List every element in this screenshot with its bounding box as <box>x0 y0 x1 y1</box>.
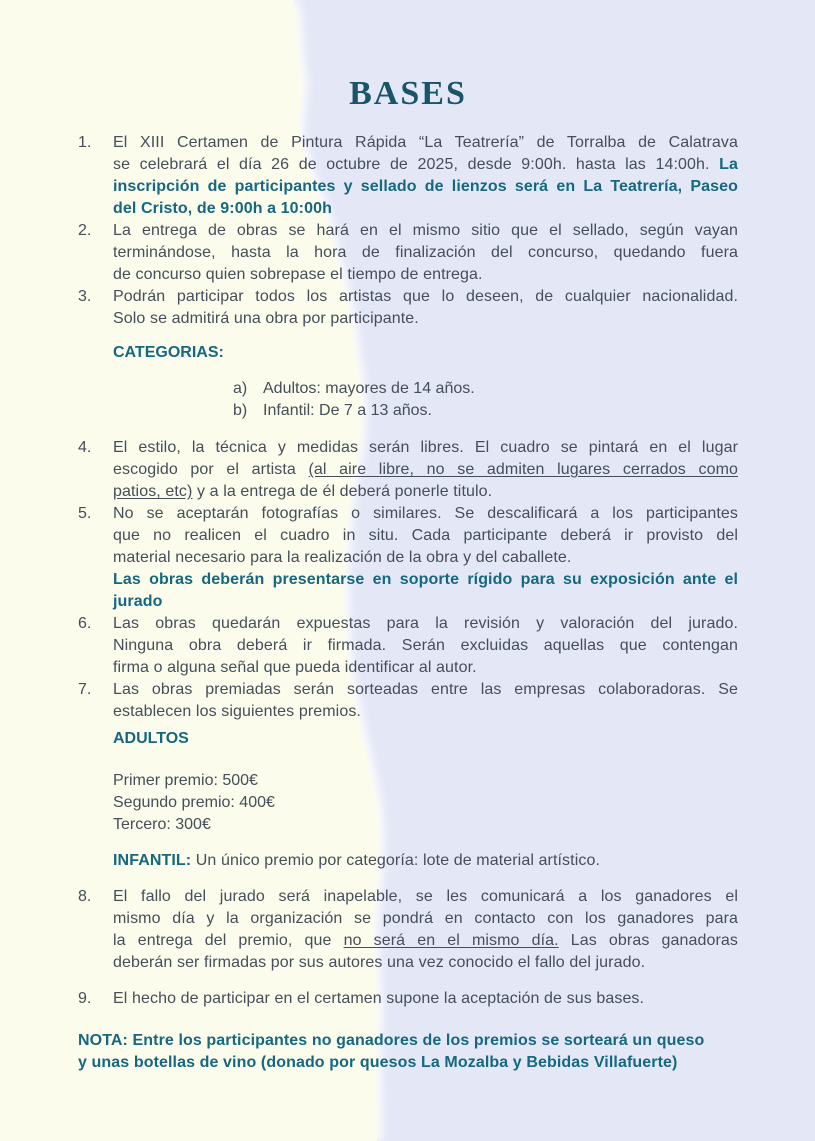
item-text <box>113 886 738 974</box>
text-line <box>113 308 738 330</box>
text-run: firma o alguna señal que pueda identificar al autor. <box>113 659 477 676</box>
sub-item-marker: a) <box>233 380 248 397</box>
text-run: y unas botellas de vino (donado por quesos La Mozalba y Bebidas Villafuerte) <box>78 1054 678 1071</box>
text-run: se celebrará el día 26 de octubre de 2025, desde 9:00h. hasta las 14:00h. <box>113 156 720 173</box>
rule-item-4 <box>78 437 738 503</box>
text-run: Las obras deberán presentarse en soporte rígido para su exposición ante el <box>113 571 738 588</box>
text-line <box>113 679 738 701</box>
text-run: El hecho de participar en el certamen supone la aceptación de sus bases. <box>113 990 645 1007</box>
text-run: terminándose, hasta la hora de finalización del concurso, quedando fuera <box>113 244 738 261</box>
spacer <box>78 872 738 886</box>
text-run: Un único premio por categoría: lote de material artístico. <box>191 852 600 869</box>
text-line <box>113 547 738 569</box>
text-line <box>113 886 738 908</box>
categories-heading: CATEGORIAS: <box>113 344 224 361</box>
text-run: jurado <box>113 593 163 610</box>
item-text <box>113 132 738 220</box>
text-line <box>113 132 738 154</box>
text-line <box>113 908 738 930</box>
text-run: que no realicen el cuadro in situ. Cada participante deberá ir provisto del <box>113 527 738 544</box>
text-run: y a la entrega de él deberá ponerle titulo. <box>192 483 493 500</box>
text-run: mismo día y la organización se pondrá en contacto con los ganadores para <box>113 910 738 927</box>
text-line <box>113 569 738 591</box>
text-line <box>113 220 738 242</box>
text-line <box>113 176 738 198</box>
text-line <box>113 988 738 1010</box>
note <box>78 1030 738 1074</box>
item-number: 5. <box>78 505 92 522</box>
rule-item-1 <box>78 132 738 220</box>
text-line <box>113 481 738 503</box>
item-number: 7. <box>78 681 92 698</box>
text-line <box>113 154 738 176</box>
text-run: Las obras quedarán expuestas para la revisión y valoración del jurado. <box>113 615 738 632</box>
text-line <box>113 952 738 974</box>
spacer <box>78 1010 738 1030</box>
text-line <box>113 264 738 286</box>
rule-item-7 <box>78 679 738 723</box>
spacer <box>78 750 738 770</box>
text-line <box>113 198 738 220</box>
spacer <box>78 364 738 378</box>
text-run: material necesario para la realización de la obra y del caballete. <box>113 549 572 566</box>
text-line <box>113 930 738 952</box>
text-run: de concurso quien sobrepase el tiempo de entrega. <box>113 266 483 283</box>
spacer <box>78 836 738 850</box>
text-run: El XIII Certamen de Pintura Rápida “La Teatrería” de Torralba de Calatrava <box>113 134 738 151</box>
item-text <box>113 613 738 679</box>
text-run: No se aceptarán fotografías o similares. Se descalificará a los participantes <box>113 505 738 522</box>
sub-item-marker: b) <box>233 402 248 419</box>
text-line <box>113 437 738 459</box>
text-line <box>113 242 738 264</box>
item-text <box>113 286 738 330</box>
spacer <box>78 330 738 342</box>
text-run: Las obras ganadoras <box>558 932 738 949</box>
text-run: Solo se admitirá una obra por participante. <box>113 310 419 327</box>
text-run: INFANTIL: <box>113 852 192 869</box>
document-blocks <box>78 132 738 1074</box>
rule-item-5 <box>78 503 738 613</box>
item-text <box>113 437 738 503</box>
note-line <box>78 1052 738 1074</box>
item-text <box>113 503 738 613</box>
item-number: 4. <box>78 439 92 456</box>
children-prize-line <box>113 850 738 872</box>
category-item-a <box>233 378 738 400</box>
rule-item-2 <box>78 220 738 286</box>
adults-heading: ADULTOS <box>113 730 189 747</box>
text-run: patios, etc) <box>113 483 193 500</box>
sub-item-text: Adultos: mayores de 14 años. <box>263 380 475 397</box>
text-run: (al aire libre, no se admiten lugares cerrados como <box>308 461 738 478</box>
item-number: 2. <box>78 222 92 239</box>
spacer <box>78 422 738 437</box>
rule-item-9 <box>78 988 738 1010</box>
text-line <box>113 525 738 547</box>
text-line <box>113 701 738 723</box>
text-run: NOTA: Entre los participantes no ganadores de los premios se sorteará un queso <box>78 1032 705 1049</box>
item-text <box>113 220 738 286</box>
text-line <box>113 459 738 481</box>
prize-second: Segundo premio: 400€ <box>113 794 275 811</box>
text-line <box>113 503 738 525</box>
text-run: deberán ser firmadas por sus autores una vez conocido el fallo del jurado. <box>113 954 646 971</box>
item-text <box>113 679 738 723</box>
text-run: Podrán participar todos los artistas que lo deseen, de cualquier nacionalidad. <box>113 288 738 305</box>
item-number: 8. <box>78 888 92 905</box>
text-line <box>113 635 738 657</box>
text-run: El fallo del jurado será inapelable, se les comunicará a los ganadores el <box>113 888 738 905</box>
rule-item-3 <box>78 286 738 330</box>
text-run: del Cristo, de 9:00h a 10:00h <box>113 200 332 217</box>
rule-item-8 <box>78 886 738 974</box>
note-line <box>78 1030 738 1052</box>
item-text <box>113 988 738 1010</box>
rule-item-6 <box>78 613 738 679</box>
item-number: 1. <box>78 134 92 151</box>
text-run: Ninguna obra deberá ir firmada. Serán excluidas aquellas que contengan <box>113 637 738 654</box>
text-run: inscripción de participantes y sellado de lienzos será en La Teatrería, Paseo <box>113 178 738 195</box>
text-run: El estilo, la técnica y medidas serán libres. El cuadro se pintará en el lugar <box>113 439 738 456</box>
text-line <box>113 591 738 613</box>
text-line <box>113 657 738 679</box>
prize-first: Primer premio: 500€ <box>113 772 258 789</box>
page-title: BASES <box>349 75 467 112</box>
text-line <box>113 286 738 308</box>
category-item-b <box>233 400 738 422</box>
item-number: 9. <box>78 990 92 1007</box>
text-run: Las obras premiadas serán sorteadas entre las empresas colaboradoras. Se <box>113 681 738 698</box>
prize-third: Tercero: 300€ <box>113 816 211 833</box>
text-line <box>113 613 738 635</box>
item-number: 6. <box>78 615 92 632</box>
text-run: no será en el mismo día. <box>343 932 559 949</box>
item-number: 3. <box>78 288 92 305</box>
text-run: La <box>719 156 738 173</box>
text-run: La entrega de obras se hará en el mismo sitio que el sellado, según vayan <box>113 222 738 239</box>
text-run: establecen los siguientes premios. <box>113 703 361 720</box>
spacer <box>78 974 738 988</box>
text-run: la entrega del premio, que <box>113 932 344 949</box>
text-run: escogido por el artista <box>113 461 309 478</box>
sub-item-text: Infantil: De 7 a 13 años. <box>263 402 432 419</box>
